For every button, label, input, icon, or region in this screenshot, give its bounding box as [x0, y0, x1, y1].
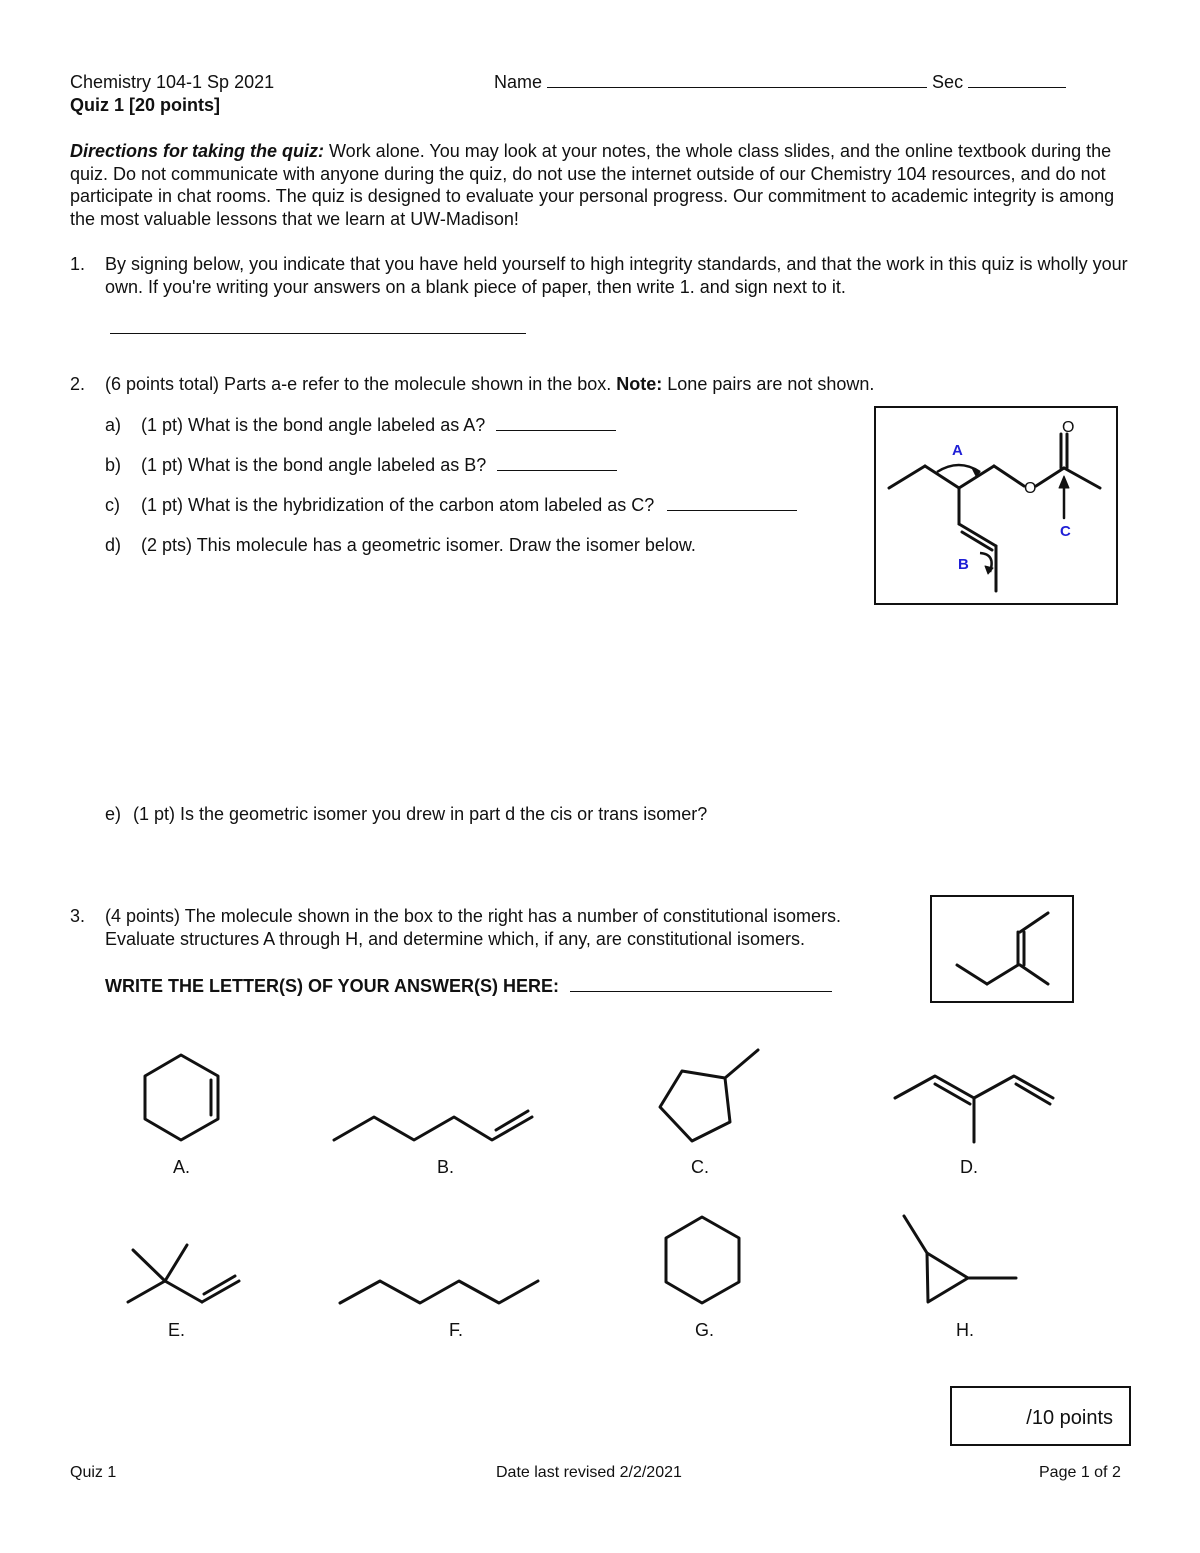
signature-line[interactable]	[110, 333, 526, 334]
q2-intro-text: (6 points total) Parts a-e refer to the molecule shown in the box.	[105, 374, 612, 394]
structure-c	[660, 1050, 758, 1141]
q2a-answer-blank[interactable]	[496, 416, 616, 431]
q2c-answer-blank[interactable]	[667, 496, 797, 511]
structure-c-label: C.	[691, 1157, 709, 1177]
q2a	[105, 414, 616, 436]
q2c-letter: c)	[105, 495, 120, 515]
directions-paragraph	[70, 140, 1135, 230]
q2d-drawing-area[interactable]	[105, 565, 845, 785]
q2b-text: (1 pt) What is the bond angle labeled as B?	[141, 455, 487, 475]
structure-h-label: H.	[956, 1320, 974, 1340]
q2-note-label: Note:	[616, 374, 663, 394]
q2e-text: (1 pt) Is the geometric isomer you drew in part d the cis or trans isomer?	[133, 804, 708, 824]
name-blank[interactable]	[547, 73, 927, 88]
q1-text: By signing below, you indicate that you have held yourself to high integrity standards, and that the work in this quiz is wholly your own. If you're writing your answers on a blank piece of paper, then write 1. and sign next to it.	[105, 254, 1128, 297]
directions-label: Directions for taking the quiz:	[70, 141, 325, 161]
q2b-letter: b)	[105, 455, 122, 475]
q2d-letter: d)	[105, 535, 122, 555]
footer-right: Page 1 of 2	[1039, 1464, 1121, 1481]
q3-answer-row	[105, 975, 832, 997]
angle-a-label: A	[952, 442, 963, 459]
q2-molecule-structure	[874, 406, 1118, 605]
q3-answer-prompt: WRITE THE LETTER(S) OF YOUR ANSWER(S) HERE:	[105, 976, 559, 996]
structure-g	[666, 1217, 739, 1303]
q2c-text: (1 pt) What is the hybridization of the carbon atom labeled as C?	[141, 495, 655, 515]
q2b-answer-blank[interactable]	[497, 456, 617, 471]
quiz-title: Quiz 1 [20 points]	[70, 95, 221, 115]
structure-d-label: D.	[960, 1157, 978, 1177]
q2d	[105, 534, 696, 556]
structure-g-label: G.	[695, 1320, 715, 1340]
q3-number: 3.	[70, 906, 86, 926]
q3-molecule-box	[930, 895, 1074, 1003]
name-label: Name	[494, 72, 543, 92]
carbon-c-label: C	[1060, 523, 1071, 540]
q1-number: 1.	[70, 254, 86, 274]
sec-blank[interactable]	[968, 73, 1066, 88]
q2a-letter: a)	[105, 415, 122, 435]
q3-molecule-structure	[930, 895, 1074, 1003]
q2b	[105, 454, 617, 476]
q2e	[105, 803, 707, 825]
q2e-letter: e)	[105, 804, 122, 824]
q3-text: (4 points) The molecule shown in the box to the right has a number of constitutional isomers. Evaluate structures A through H, and determine which, if any, are constitutional isomers.	[105, 906, 842, 949]
carbonyl-oxygen-label: O	[1062, 419, 1075, 436]
q2-number: 2.	[70, 374, 86, 394]
q2-note-text: Lone pairs are not shown.	[662, 374, 875, 394]
footer-center: Date last revised 2/2/2021	[496, 1464, 682, 1481]
q2d-text: (2 pts) This molecule has a geometric isomer. Draw the isomer below.	[141, 535, 696, 555]
structure-f-label: F.	[449, 1320, 464, 1340]
score-text: /10 points	[1026, 1407, 1113, 1429]
q3-answer-blank[interactable]	[570, 977, 832, 992]
structure-b-label: B.	[437, 1157, 455, 1177]
structure-a-label: A.	[173, 1157, 191, 1177]
q2c	[105, 494, 797, 516]
structure-h	[904, 1216, 1016, 1302]
directions-text: Work alone. You may look at your notes, the whole class slides, and the online textbook during the quiz. Do not communicate with anyone during the quiz, do not use the internet outside of our Chemistry 104 resources, and do not participate in chat rooms. The quiz is designed to evaluate your personal progress. Our commitment to academic integrity is among the most valuable lessons that we learn at UW-Madison!	[70, 141, 1115, 229]
structure-e	[128, 1245, 239, 1302]
structure-f	[340, 1281, 538, 1303]
sec-label: Sec	[932, 72, 964, 92]
course-title: Chemistry 104-1 Sp 2021	[70, 72, 275, 92]
score-box	[950, 1386, 1131, 1446]
structure-b	[334, 1111, 532, 1140]
structure-a	[145, 1055, 218, 1140]
ester-oxygen-label: O	[1024, 480, 1037, 497]
footer-left: Quiz 1	[70, 1464, 117, 1481]
q2-molecule-box	[874, 406, 1118, 605]
name-field[interactable]	[494, 71, 1066, 93]
structure-e-label: E.	[168, 1320, 186, 1340]
q2-intro	[105, 373, 874, 395]
q2a-text: (1 pt) What is the bond angle labeled as A?	[141, 415, 486, 435]
angle-b-label: B	[958, 556, 969, 573]
structure-d	[895, 1076, 1053, 1142]
